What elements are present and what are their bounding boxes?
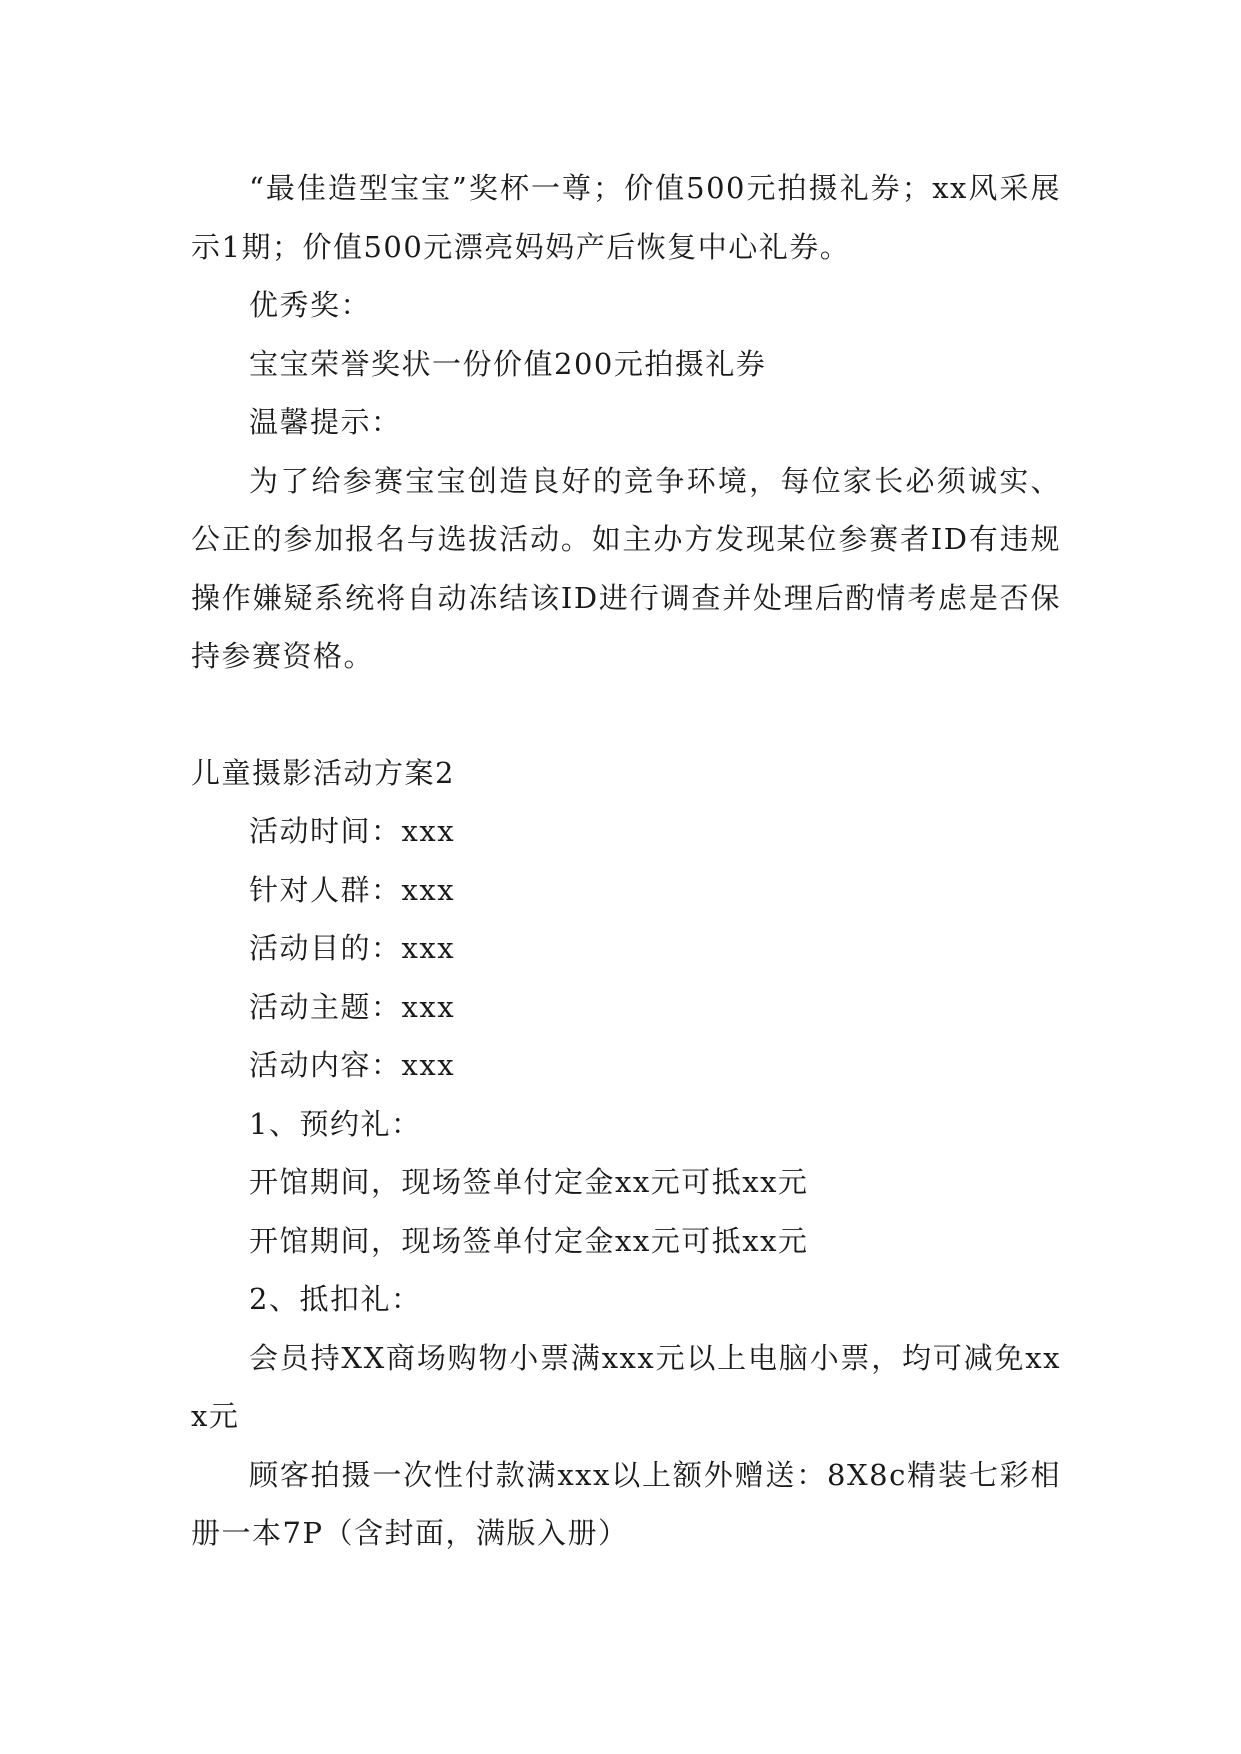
paragraph-activity-content: 活动内容：xxx — [249, 1048, 456, 1082]
paragraph-reservation-gift-line-1: 开馆期间，现场签单付定金xx元可抵xx元 — [249, 1165, 809, 1199]
paragraph-tips-detail: 为了给参赛宝宝创造良好的竞争环境，每位家长必须诚实、公正的参加报名与选拔活动。如主办方发现某位参赛者ID有违规操作嫌疑系统将自动冻结该ID进行调查并处理后酌情考虑是否保持参赛资格。 — [191, 463, 1061, 673]
paragraph-member-deduction: 会员持XX商场购物小票满xxx元以上电脑小票，均可减免xxx元 — [191, 1340, 1061, 1433]
paragraph-reservation-gift-heading: 1、预约礼： — [249, 1106, 422, 1141]
paragraph-album-gift: 顾客拍摄一次性付款满xxx以上额外赠送：8X8c精装七彩相册一本7P（含封面，满版入册） — [191, 1457, 1061, 1550]
paragraph-excellence-award-detail: 宝宝荣誉奖状一份价值200元拍摄礼券 — [249, 346, 767, 381]
section-spacer — [191, 686, 1061, 744]
paragraph-target-audience: 针对人群：xxx — [249, 872, 456, 907]
section-title: 儿童摄影活动方案2 — [191, 755, 455, 790]
paragraph-activity-time: 活动时间：xxx — [249, 814, 456, 848]
paragraph-deduction-gift-heading: 2、抵扣礼： — [249, 1282, 422, 1316]
paragraph-reservation-gift-line-2: 开馆期间，现场签单付定金xx元可抵xx元 — [249, 1223, 809, 1258]
paragraph-activity-theme: 活动主题：xxx — [249, 989, 456, 1024]
paragraph-activity-purpose: 活动目的：xxx — [249, 931, 456, 965]
paragraph-tips-heading: 温馨提示： — [249, 405, 402, 439]
document-body — [191, 159, 1061, 1563]
paragraph-prize-best-styling: “最佳造型宝宝”奖杯一尊；价值500元拍摄礼券；xx风采展示1期；价值500元漂亮妈妈产后恢复中心礼券。 — [191, 171, 1061, 264]
paragraph-excellence-award-heading: 优秀奖： — [249, 288, 372, 322]
